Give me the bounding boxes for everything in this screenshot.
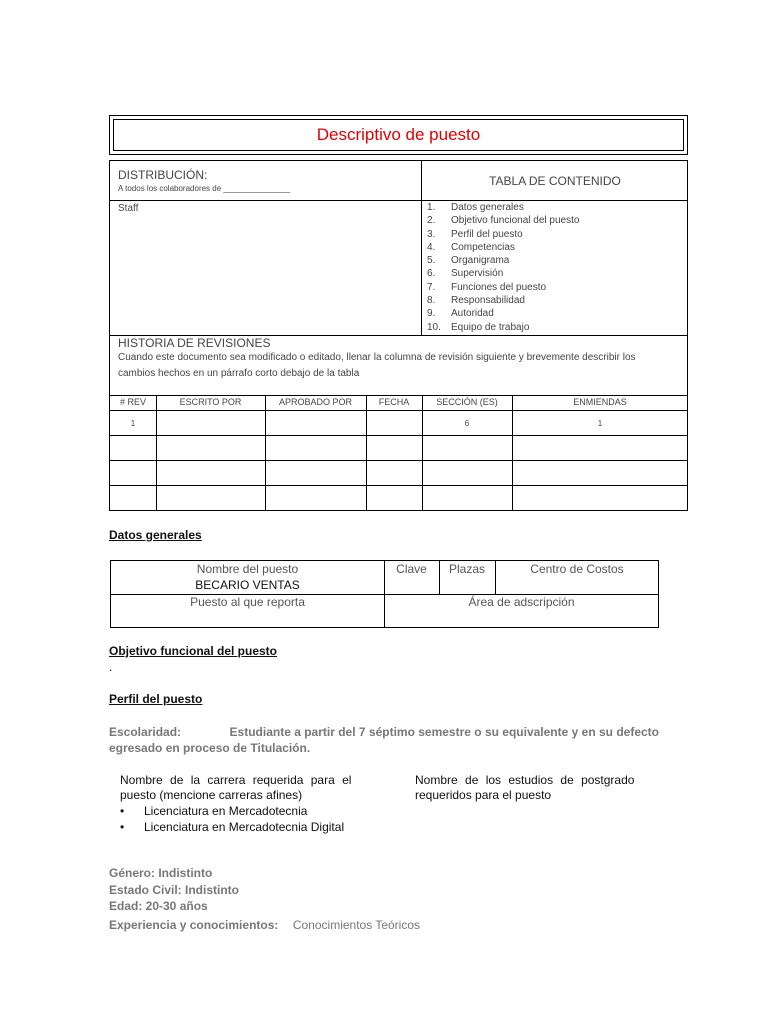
genero: Género: Indistinto [109, 866, 213, 880]
postgrado-line1: Nombre de los estudios de postgrado [415, 773, 635, 787]
rev-col-header: FECHA [378, 397, 410, 407]
revisions-heading: HISTORIA DE REVISIONES [118, 336, 271, 350]
table-divider [110, 395, 687, 396]
postgrado-block [415, 773, 665, 802]
datos-generales-heading: Datos generales [109, 528, 202, 542]
document-title: Descriptivo de puesto [316, 125, 481, 144]
toc-item: 10. Equipo de trabajo [427, 321, 530, 333]
toc-item: 2. Objetivo funcional del puesto [427, 215, 580, 227]
toc-item: 7. Funciones del puesto [427, 281, 547, 293]
bullet-icon: • [120, 820, 125, 834]
escolaridad-text1: Estudiante a partir del 7 séptimo semestre o su equivalente y en su defecto [229, 725, 659, 739]
distribution-subtext: A todos los colaboradores de _______________ [118, 184, 291, 193]
rev-cell: 1 [130, 419, 136, 428]
plazas-label: Plazas [448, 562, 486, 576]
rev-cell: 6 [464, 419, 470, 428]
carrera-list-item: • Licenciatura en Mercadotecnia [120, 804, 308, 818]
clave-label: Clave [396, 562, 427, 576]
toc-item: 4. Competencias [427, 241, 515, 253]
revisions-description-line2: cambios hechos en un párrafo corto debajo de la tabla [118, 368, 360, 379]
datos-generales-table [110, 560, 659, 628]
toc-item: 3. Perfil del puesto [427, 228, 523, 240]
escolaridad-line2: egresado en proceso de Titulación. [109, 741, 311, 755]
rev-col-header: ESCRITO POR [179, 397, 242, 407]
table-divider [366, 395, 367, 511]
toc-heading: TABLA DE CONTENIDO [489, 174, 621, 188]
puesto-reporta-label: Puesto al que reporta [190, 595, 305, 609]
experiencia-value: Conocimientos Teóricos [292, 918, 421, 932]
toc-item: 1. Datos generales [427, 202, 524, 213]
bullet-icon: • [120, 804, 125, 818]
table-divider [110, 460, 687, 461]
objetivo-content: . [109, 660, 113, 674]
toc-item: 5. Organigrama [427, 255, 510, 267]
toc-list [427, 201, 579, 334]
postgrado-line2: requeridos para el puesto [415, 788, 552, 802]
toc-item: 6. Supervisión [427, 268, 504, 280]
carrera-block [120, 773, 370, 834]
carrera-list-item: • Licenciatura en Mercadotecnia Digital [120, 820, 345, 834]
document-title-frame [113, 119, 684, 151]
escolaridad-label: Escolaridad: [109, 725, 182, 739]
nombre-puesto-label: Nombre del puesto [196, 562, 299, 576]
rev-col-header: APROBADO POR [278, 397, 352, 407]
table-divider [512, 395, 513, 511]
perfil-heading: Perfil del puesto [109, 692, 203, 706]
nombre-puesto-value: BECARIO VENTAS [195, 578, 300, 592]
table-divider [110, 410, 687, 411]
edad: Edad: 20-30 años [109, 899, 208, 913]
table-divider [110, 435, 687, 436]
carrera-line1: Nombre de la carrera requerida para el [120, 773, 352, 787]
escolaridad-line1 [109, 725, 659, 739]
experiencia [109, 916, 420, 934]
estado-civil: Estado Civil: Indistinto [109, 883, 240, 897]
control-table [109, 160, 688, 511]
rev-col-header: ENMIENDAS [573, 397, 627, 407]
toc-item: 8. Responsabilidad [427, 295, 525, 307]
table-divider [156, 395, 157, 511]
table-divider [110, 485, 687, 486]
table-divider [110, 200, 687, 201]
experiencia-label: Experiencia y conocimientos: [109, 918, 279, 932]
document-title-box [109, 115, 688, 155]
centro-costos-label: Centro de Costos [530, 562, 624, 576]
rev-col-header: SECCIÓN (ES) [436, 397, 498, 407]
area-adscripcion-label: Área de adscripción [468, 595, 575, 609]
escolaridad-block [109, 725, 659, 755]
distribution-heading: DISTRIBUCIÓN: [118, 168, 208, 182]
distribution-staff: Staff [118, 203, 139, 214]
carrera-line2: puesto (mencione carreras afines) [120, 788, 303, 802]
objetivo-heading: Objetivo funcional del puesto [109, 644, 278, 658]
revisions-description-line1: Cuando este documento sea modificado o editado, llenar la columna de revisión siguiente y brevemente describir los [118, 352, 636, 363]
rev-cell: 1 [597, 419, 603, 428]
table-divider [265, 395, 266, 511]
table-divider [422, 395, 423, 511]
rev-col-header: # REV [119, 397, 146, 407]
toc-item: 9. Autoridad [427, 308, 494, 320]
